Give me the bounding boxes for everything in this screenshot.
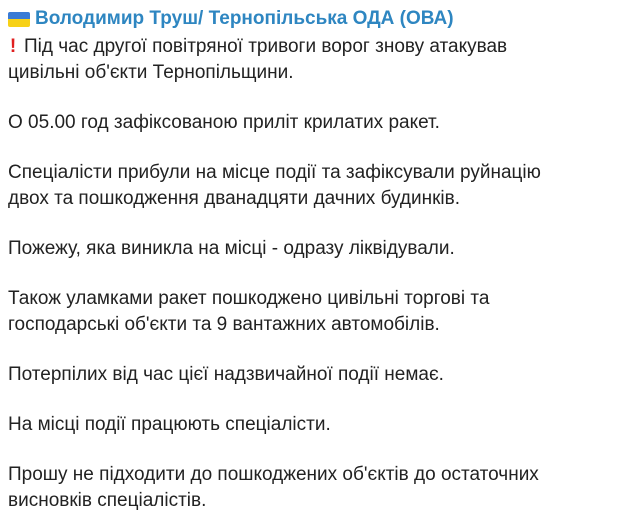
- paragraph-5-line-1: Також уламками ракет пошкоджено цивільні торгові та: [8, 288, 490, 309]
- paragraph-8: [8, 462, 615, 514]
- channel-title[interactable]: Володимир Труш/ Тернопільська ОДА (ОВА): [35, 8, 454, 29]
- paragraph-4-line-1: Пожежу, яка виникла на місці - одразу ліквідували.: [8, 238, 455, 259]
- paragraph-7: [8, 412, 615, 438]
- paragraph-2-line-1: О 05.00 год зафіксованою приліт крилатих ракет.: [8, 112, 440, 133]
- post-header: [8, 4, 615, 34]
- paragraph-4: [8, 236, 615, 262]
- paragraph-1-line-2: цивільні об'єкти Тернопільщини.: [8, 62, 294, 83]
- paragraph-3-line-2: двох та пошкодження дванадцяти дачних будинків.: [8, 188, 461, 209]
- paragraph-6-line-1: Потерпілих від час цієї надзвичайної події немає.: [8, 364, 444, 385]
- paragraph-7-line-1: На місці події працюють спеціалісти.: [8, 414, 331, 435]
- paragraph-3-line-1: Спеціалісти прибули на місце події та зафіксували руйнацію: [8, 162, 541, 183]
- paragraph-8-line-2: висновків спеціалістів.: [8, 490, 207, 511]
- paragraph-2: [8, 110, 615, 136]
- paragraph-3: [8, 160, 615, 212]
- paragraph-5: [8, 286, 615, 338]
- paragraph-8-line-1: Прошу не підходити до пошкоджених об'єктів до остаточних: [8, 464, 539, 485]
- paragraph-6: [8, 362, 615, 388]
- message-body: [8, 34, 615, 514]
- paragraph-5-line-2: господарські об'єкти та 9 вантажних автомобілів.: [8, 314, 440, 335]
- paragraph-1-line-1: Під час другої повітряної тривоги ворог знову атакував: [24, 36, 508, 57]
- ukraine-flag-icon: [8, 12, 30, 27]
- paragraph-1: [8, 34, 615, 86]
- exclamation-icon: !: [9, 36, 17, 57]
